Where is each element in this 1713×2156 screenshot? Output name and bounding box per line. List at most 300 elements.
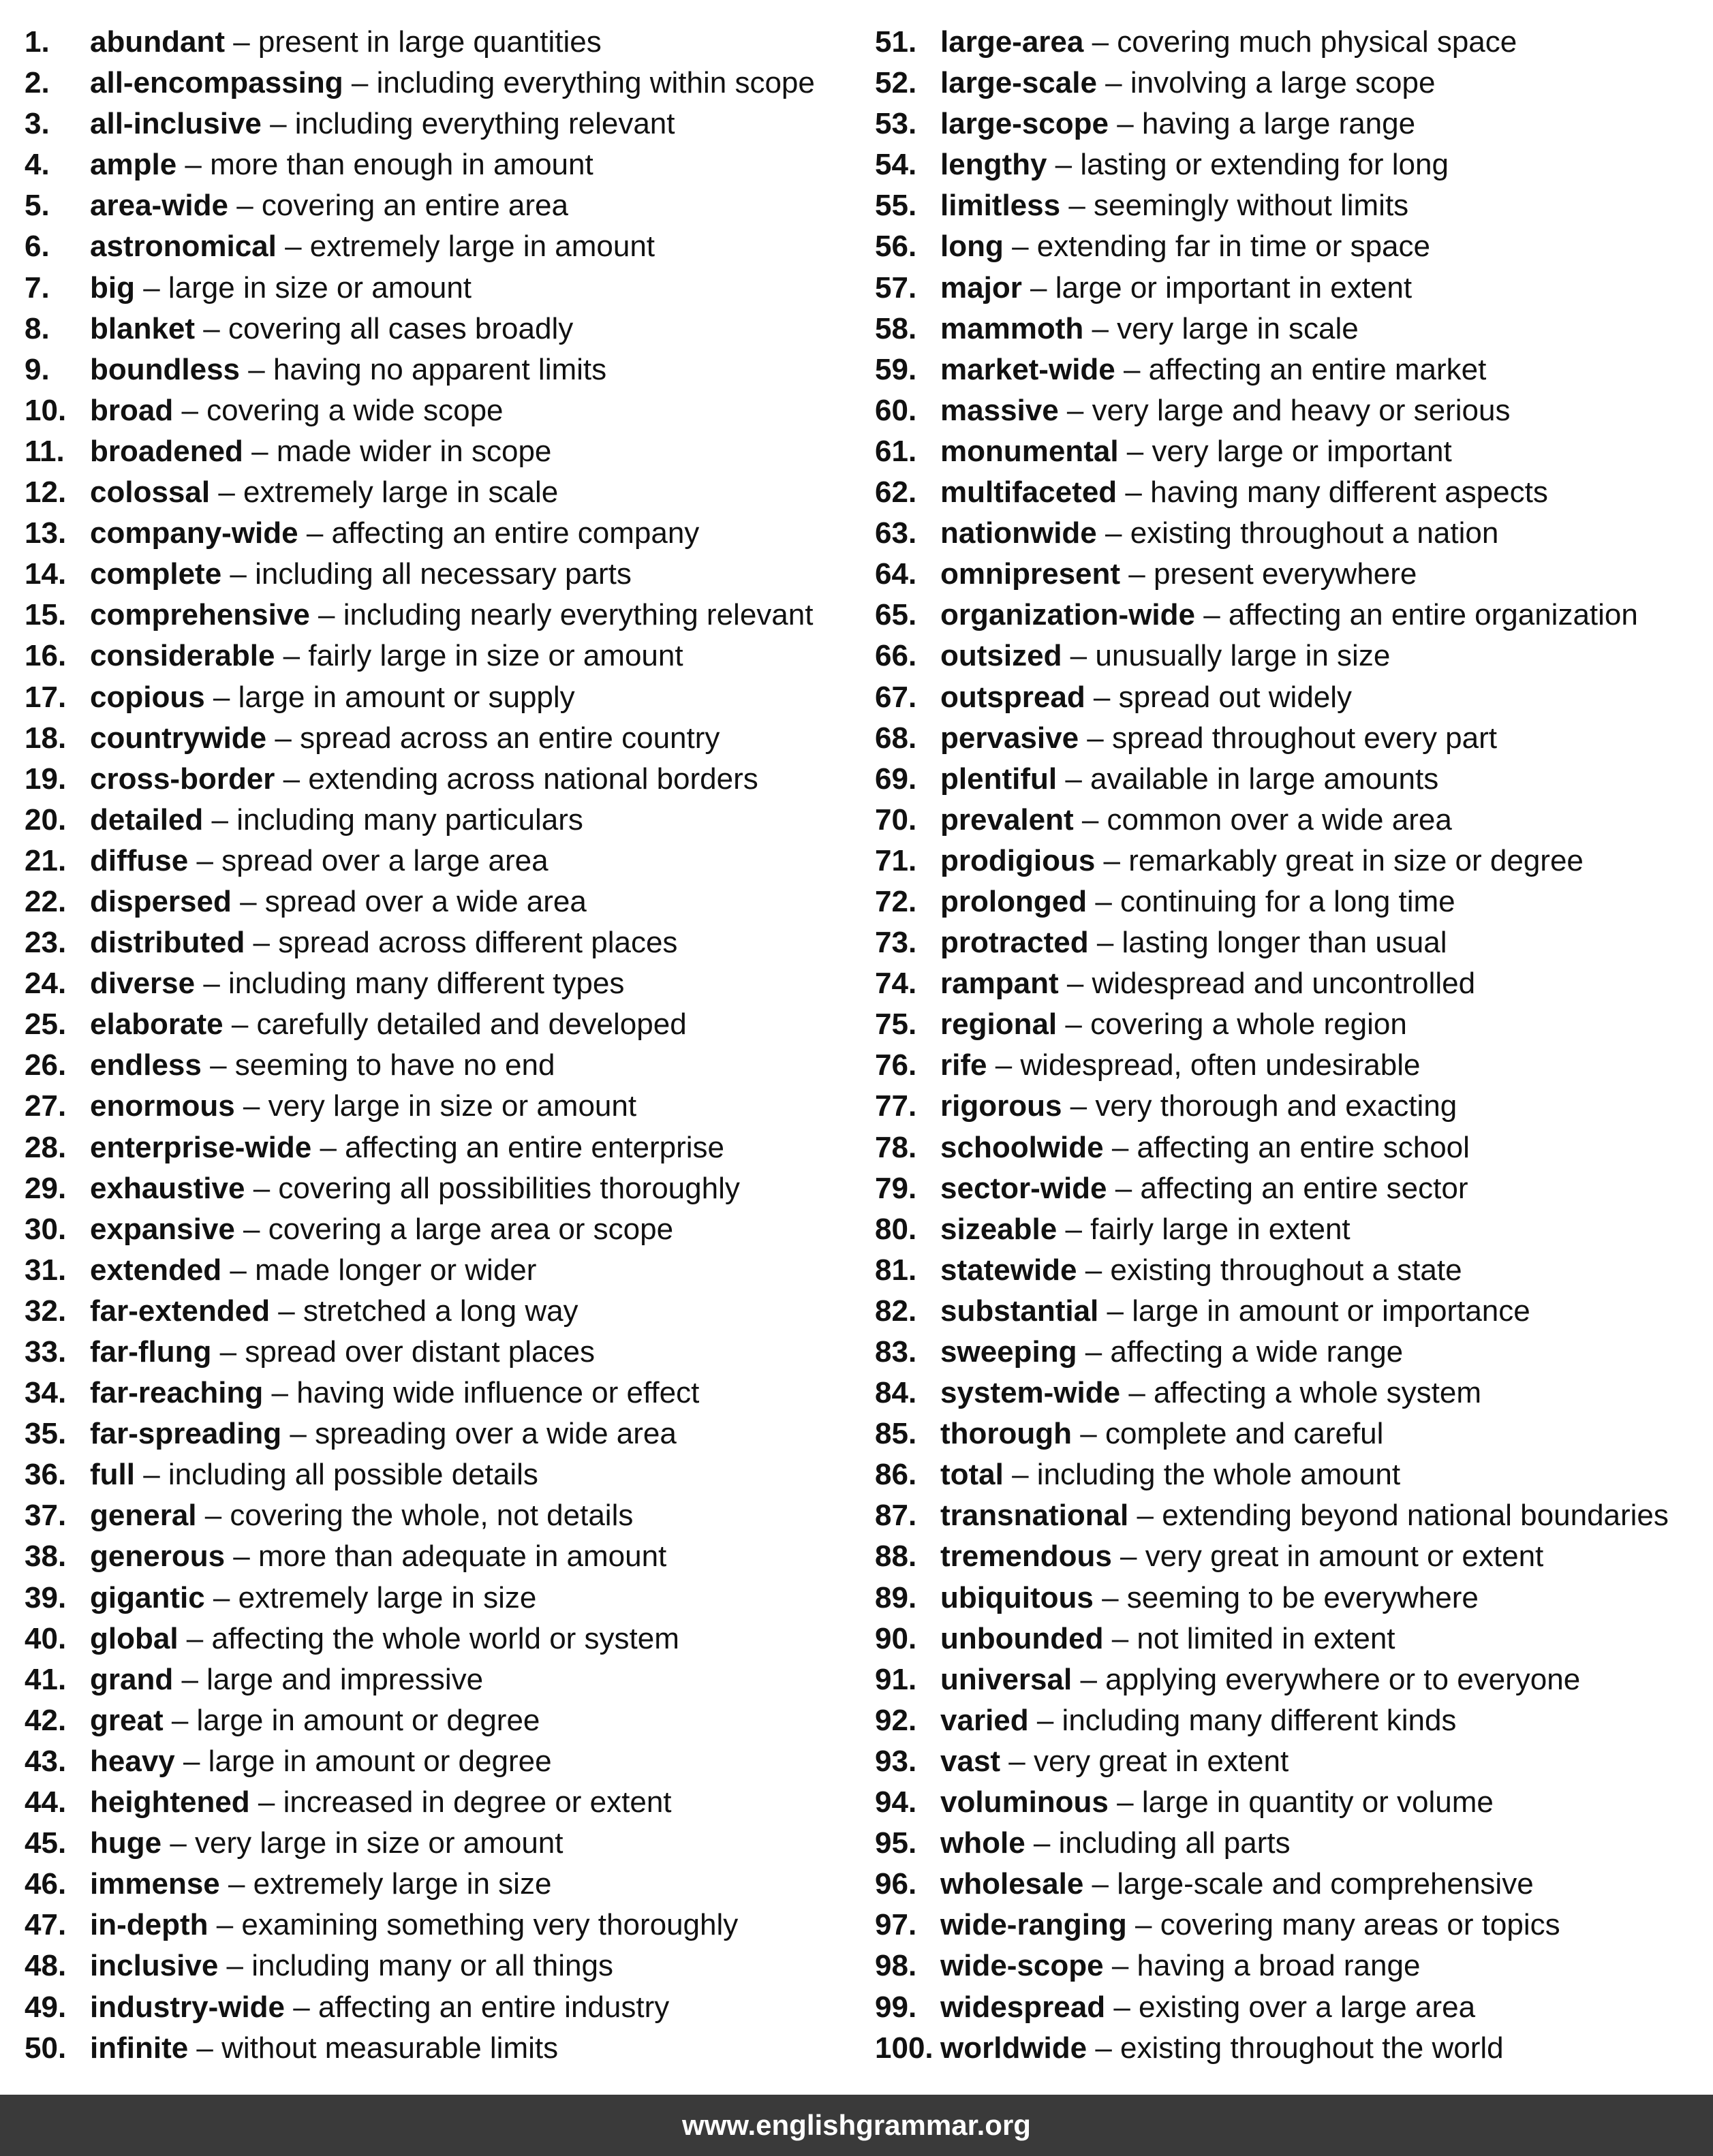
item-definition: – spread over distant places <box>211 1335 595 1369</box>
item-number: 46. <box>25 1867 67 1901</box>
item-word: ubiquitous <box>940 1580 1094 1614</box>
item-word: vast <box>940 1744 1001 1778</box>
item-number: 86. <box>875 1458 917 1492</box>
item-word: schoolwide <box>940 1130 1104 1164</box>
list-item <box>875 800 1706 841</box>
item-definition: – unusually large in size <box>1062 639 1391 673</box>
item-definition: – covering all cases broadly <box>195 311 574 345</box>
list-item <box>875 1741 1706 1782</box>
item-definition: – affecting an entire sector <box>1107 1171 1468 1205</box>
list-item <box>25 677 856 718</box>
item-text <box>90 1864 551 1905</box>
item-definition: – very large or important <box>1118 434 1452 468</box>
item-text <box>90 922 677 963</box>
item-text <box>90 554 632 595</box>
item-number: 65. <box>875 598 917 632</box>
item-definition: – having no apparent limits <box>240 352 607 386</box>
list-item <box>875 1495 1706 1536</box>
item-definition: – including all possible details <box>134 1458 538 1492</box>
list-item <box>875 677 1706 718</box>
item-word: extended <box>90 1253 222 1287</box>
item-number: 2. <box>25 66 50 100</box>
list-item <box>875 554 1706 595</box>
list-item <box>875 309 1706 349</box>
item-word: worldwide <box>940 2031 1087 2065</box>
item-number: 64. <box>875 557 917 591</box>
item-text <box>940 1291 1530 1332</box>
item-number: 6. <box>25 230 50 264</box>
item-word: far-flung <box>90 1335 212 1369</box>
word-list-column-left <box>25 22 856 2069</box>
item-number: 40. <box>25 1621 67 1655</box>
item-text <box>90 759 758 800</box>
item-definition: – applying everywhere or to everyone <box>1072 1662 1581 1696</box>
item-definition: – large in quantity or volume <box>1108 1785 1494 1819</box>
item-definition: – increased in degree or extent <box>249 1785 672 1819</box>
item-text <box>90 226 655 267</box>
list-item <box>25 472 856 513</box>
item-definition: – affecting a wide range <box>1077 1335 1404 1369</box>
item-definition: – including nearly everything relevant <box>309 598 814 632</box>
list-item <box>25 1291 856 1332</box>
item-number: 36. <box>25 1458 67 1492</box>
item-word: broad <box>90 393 174 427</box>
list-item <box>25 1987 856 2028</box>
item-word: copious <box>90 680 205 714</box>
item-word: outsized <box>940 639 1062 673</box>
list-item <box>25 1782 856 1823</box>
item-word: large-scope <box>940 107 1109 141</box>
list-item <box>25 841 856 881</box>
item-text <box>90 1741 552 1782</box>
item-number: 21. <box>25 843 67 877</box>
list-item <box>25 1659 856 1700</box>
item-text <box>940 963 1475 1004</box>
item-word: abundant <box>90 25 225 59</box>
item-definition: – very great in amount or extent <box>1111 1540 1544 1574</box>
list-item <box>875 22 1706 63</box>
item-definition: – widespread and uncontrolled <box>1058 967 1476 1001</box>
item-text <box>940 104 1415 144</box>
item-word: outspread <box>940 680 1085 714</box>
word-list <box>0 22 1713 2064</box>
item-word: enterprise-wide <box>90 1130 312 1164</box>
list-item <box>875 1946 1706 1986</box>
item-word: cross-border <box>90 762 275 796</box>
list-item <box>875 1578 1706 1619</box>
item-word: widespread <box>940 1990 1106 2024</box>
item-word: endless <box>90 1048 202 1082</box>
item-word: blanket <box>90 311 196 345</box>
item-number: 80. <box>875 1212 917 1246</box>
item-word: inclusive <box>90 1949 219 1983</box>
item-text <box>90 1332 595 1373</box>
list-item <box>875 1045 1706 1086</box>
item-number: 31. <box>25 1253 67 1287</box>
item-word: long <box>940 230 1004 264</box>
item-definition: – large in amount or importance <box>1098 1294 1530 1328</box>
item-definition: – continuing for a long time <box>1087 884 1455 918</box>
item-word: far-spreading <box>90 1417 282 1451</box>
item-text <box>90 390 504 431</box>
item-definition: – very large in scale <box>1083 311 1359 345</box>
item-word: rigorous <box>940 1089 1062 1123</box>
item-text <box>940 1209 1351 1250</box>
item-text <box>90 1578 536 1619</box>
list-item <box>25 1373 856 1413</box>
item-number: 9. <box>25 352 50 386</box>
list-item <box>875 963 1706 1004</box>
item-definition: – having many different aspects <box>1117 475 1548 510</box>
item-definition: – large in size or amount <box>134 270 472 304</box>
list-item <box>25 1578 856 1619</box>
item-word: wide-scope <box>940 1949 1104 1983</box>
list-item <box>25 1495 856 1536</box>
list-item <box>875 1332 1706 1373</box>
item-number: 30. <box>25 1212 67 1246</box>
item-text <box>940 1086 1457 1127</box>
item-number: 20. <box>25 802 67 837</box>
item-definition: – affecting a whole system <box>1120 1376 1482 1410</box>
item-word: elaborate <box>90 1007 223 1042</box>
item-text <box>90 1250 536 1291</box>
item-number: 53. <box>875 107 917 141</box>
list-item <box>875 349 1706 390</box>
item-definition: – extending across national borders <box>275 762 758 796</box>
item-word: ample <box>90 148 177 182</box>
item-definition: – very great in extent <box>1000 1744 1289 1778</box>
list-item <box>25 1250 856 1291</box>
item-word: massive <box>940 393 1059 427</box>
item-word: boundless <box>90 352 241 386</box>
list-item <box>875 1004 1706 1045</box>
item-definition: – large in amount or supply <box>204 680 575 714</box>
item-text <box>940 63 1435 104</box>
list-item <box>875 1864 1706 1905</box>
item-word: prolonged <box>940 884 1087 918</box>
item-definition: – lasting longer than usual <box>1088 926 1447 960</box>
item-definition: – including all parts <box>1025 1826 1291 1860</box>
item-text <box>940 472 1548 513</box>
list-item <box>25 185 856 226</box>
item-definition: – including everything within scope <box>343 66 815 100</box>
item-text <box>90 185 568 226</box>
item-text <box>940 554 1417 595</box>
item-number: 78. <box>875 1130 917 1164</box>
item-text <box>90 63 815 104</box>
item-number: 91. <box>875 1662 917 1696</box>
item-number: 81. <box>875 1253 917 1287</box>
list-item <box>875 1373 1706 1413</box>
item-text <box>90 595 813 636</box>
item-definition: – extremely large in amount <box>276 230 655 264</box>
list-item <box>875 1823 1706 1864</box>
item-definition: – more than enough in amount <box>176 148 593 182</box>
item-word: major <box>940 270 1022 304</box>
item-number: 22. <box>25 884 67 918</box>
item-word: great <box>90 1703 164 1737</box>
item-definition: – having a broad range <box>1103 1949 1421 1983</box>
item-definition: – present in large quantities <box>224 25 602 59</box>
list-item <box>25 636 856 676</box>
item-text <box>940 22 1517 63</box>
item-word: plentiful <box>940 762 1058 796</box>
list-item <box>875 1700 1706 1741</box>
list-item <box>25 349 856 390</box>
item-definition: – affecting an entire organization <box>1195 598 1638 632</box>
item-number: 75. <box>875 1007 917 1042</box>
item-definition: – affecting an entire school <box>1103 1130 1470 1164</box>
item-number: 82. <box>875 1294 917 1328</box>
item-text <box>940 1864 1534 1905</box>
item-number: 15. <box>25 598 67 632</box>
item-text <box>940 800 1452 841</box>
item-definition: – without measurable limits <box>188 2031 559 2065</box>
item-definition: – affecting an entire company <box>298 516 700 550</box>
item-number: 96. <box>875 1867 917 1901</box>
item-number: 55. <box>875 189 917 223</box>
item-definition: – covering the whole, not details <box>196 1499 634 1533</box>
item-text <box>940 268 1412 309</box>
item-definition: – including all necessary parts <box>221 557 632 591</box>
item-number: 27. <box>25 1089 67 1123</box>
item-word: regional <box>940 1007 1058 1042</box>
item-definition: – extending far in time or space <box>1003 230 1430 264</box>
list-item <box>25 554 856 595</box>
item-number: 71. <box>875 843 917 877</box>
item-number: 5. <box>25 189 50 223</box>
list-item <box>25 1619 856 1659</box>
item-definition: – more than adequate in amount <box>225 1540 667 1574</box>
list-item <box>875 1536 1706 1577</box>
item-number: 94. <box>875 1785 917 1819</box>
item-definition: – including everything relevant <box>261 107 675 141</box>
item-definition: – extremely large in scale <box>210 475 559 510</box>
item-definition: – very thorough and exacting <box>1062 1089 1457 1123</box>
item-text <box>90 104 675 144</box>
item-text <box>940 431 1452 472</box>
item-number: 74. <box>875 967 917 1001</box>
item-word: exhaustive <box>90 1171 245 1205</box>
item-text <box>90 677 575 718</box>
item-text <box>90 1209 673 1250</box>
item-word: enormous <box>90 1089 235 1123</box>
item-number: 28. <box>25 1130 67 1164</box>
item-text <box>90 1619 679 1659</box>
item-word: generous <box>90 1540 226 1574</box>
list-item <box>875 268 1706 309</box>
item-number: 77. <box>875 1089 917 1123</box>
item-word: diffuse <box>90 843 189 877</box>
footer-url[interactable]: www.englishgrammar.org <box>682 2109 1031 2141</box>
item-text <box>90 144 593 185</box>
item-definition: – extremely large in size <box>219 1867 552 1901</box>
item-word: lengthy <box>940 148 1047 182</box>
item-number: 45. <box>25 1826 67 1860</box>
item-text <box>940 144 1449 185</box>
item-text <box>940 1619 1395 1659</box>
list-item <box>875 1454 1706 1495</box>
list-item <box>875 1209 1706 1250</box>
item-number: 85. <box>875 1417 917 1451</box>
item-definition: – made wider in scope <box>243 434 552 468</box>
item-word: protracted <box>940 926 1089 960</box>
item-word: countrywide <box>90 721 267 755</box>
item-text <box>940 759 1438 800</box>
item-definition: – covering much physical space <box>1083 25 1517 59</box>
list-item <box>25 881 856 922</box>
item-definition: – spread across different places <box>245 926 678 960</box>
list-item <box>25 1004 856 1045</box>
list-item <box>25 1741 856 1782</box>
item-word: astronomical <box>90 230 277 264</box>
list-item <box>875 472 1706 513</box>
item-definition: – large-scale and comprehensive <box>1083 1867 1534 1901</box>
item-definition: – large or important in extent <box>1021 270 1413 304</box>
item-text <box>940 1454 1400 1495</box>
item-word: distributed <box>90 926 245 960</box>
item-number: 24. <box>25 967 67 1001</box>
item-number: 62. <box>875 475 917 510</box>
list-item <box>25 1168 856 1209</box>
item-text <box>90 1127 724 1168</box>
item-word: large-scale <box>940 66 1097 100</box>
item-text <box>90 349 606 390</box>
item-definition: – available in large amounts <box>1057 762 1439 796</box>
item-number: 11. <box>25 434 65 468</box>
item-definition: – affecting an entire industry <box>285 1990 670 2024</box>
item-text <box>940 349 1486 390</box>
item-word: unbounded <box>940 1621 1104 1655</box>
item-number: 89. <box>875 1580 917 1614</box>
item-number: 26. <box>25 1048 67 1082</box>
item-word: voluminous <box>940 1785 1109 1819</box>
item-definition: – covering an entire area <box>228 189 568 223</box>
item-text <box>90 309 573 349</box>
item-definition: – affecting an entire market <box>1115 352 1487 386</box>
item-definition: – remarkably great in size or degree <box>1095 843 1584 877</box>
list-item <box>25 144 856 185</box>
list-item <box>25 226 856 267</box>
item-number: 3. <box>25 107 50 141</box>
item-word: system-wide <box>940 1376 1121 1410</box>
item-text <box>940 390 1511 431</box>
list-item <box>875 636 1706 676</box>
item-text <box>940 595 1638 636</box>
item-text <box>90 1291 578 1332</box>
item-word: full <box>90 1458 135 1492</box>
item-number: 99. <box>875 1990 917 2024</box>
item-number: 68. <box>875 721 917 755</box>
item-number: 34. <box>25 1376 67 1410</box>
item-text <box>90 1373 699 1413</box>
list-item <box>875 1127 1706 1168</box>
item-definition: – spread across an entire country <box>266 721 720 755</box>
item-number: 10. <box>25 393 67 427</box>
item-text <box>940 677 1352 718</box>
item-definition: – extending beyond national boundaries <box>1128 1499 1669 1533</box>
item-text <box>90 1168 740 1209</box>
item-number: 14. <box>25 557 67 591</box>
item-definition: – affecting the whole world or system <box>178 1621 679 1655</box>
list-item <box>25 1332 856 1373</box>
list-item <box>875 1905 1706 1946</box>
item-text <box>90 1413 677 1454</box>
list-item <box>875 513 1706 554</box>
item-text <box>940 1127 1470 1168</box>
item-word: colossal <box>90 475 211 510</box>
item-number: 1. <box>25 25 50 59</box>
item-text <box>90 718 720 759</box>
item-number: 41. <box>25 1662 67 1696</box>
item-number: 67. <box>875 680 917 714</box>
item-number: 38. <box>25 1540 67 1574</box>
list-item <box>25 1905 856 1946</box>
item-definition: – existing throughout the world <box>1087 2031 1504 2065</box>
item-number: 39. <box>25 1580 67 1614</box>
list-item <box>25 1209 856 1250</box>
item-word: statewide <box>940 1253 1077 1287</box>
item-word: broadened <box>90 434 243 468</box>
item-text <box>940 1700 1456 1741</box>
item-text <box>940 2028 1504 2069</box>
item-definition: – extremely large in size <box>204 1580 537 1614</box>
item-text <box>940 1741 1288 1782</box>
item-number: 13. <box>25 516 67 550</box>
list-item <box>875 390 1706 431</box>
item-number: 52. <box>875 66 917 100</box>
item-definition: – spread out widely <box>1085 680 1353 714</box>
item-text <box>90 1700 540 1741</box>
list-item <box>25 963 856 1004</box>
item-number: 60. <box>875 393 917 427</box>
list-item <box>875 1291 1706 1332</box>
item-text <box>940 1332 1403 1373</box>
item-word: sizeable <box>940 1212 1058 1246</box>
item-number: 50. <box>25 2031 67 2065</box>
item-number: 18. <box>25 721 67 755</box>
item-word: dispersed <box>90 884 232 918</box>
item-text <box>940 1578 1479 1619</box>
item-text <box>940 1946 1420 1986</box>
item-word: multifaceted <box>940 475 1117 510</box>
item-text <box>940 1045 1420 1086</box>
list-item <box>25 1864 856 1905</box>
item-text <box>940 1413 1383 1454</box>
item-number: 43. <box>25 1744 67 1778</box>
item-text <box>940 1250 1462 1291</box>
item-definition: – covering many areas or topics <box>1126 1908 1560 1942</box>
word-list-column-right <box>875 22 1706 2069</box>
item-word: tremendous <box>940 1540 1112 1574</box>
item-definition: – lasting or extending for long <box>1047 148 1449 182</box>
list-item <box>25 268 856 309</box>
item-number: 25. <box>25 1007 67 1042</box>
item-word: mammoth <box>940 311 1084 345</box>
item-number: 92. <box>875 1703 917 1737</box>
item-number: 37. <box>25 1499 67 1533</box>
item-number: 84. <box>875 1376 917 1410</box>
list-item <box>875 922 1706 963</box>
item-number: 66. <box>875 639 917 673</box>
item-definition: – involving a large scope <box>1096 66 1436 100</box>
item-word: far-reaching <box>90 1376 264 1410</box>
item-number: 7. <box>25 270 50 304</box>
item-text <box>90 472 558 513</box>
item-text <box>90 1045 555 1086</box>
item-number: 63. <box>875 516 917 550</box>
item-word: transnational <box>940 1499 1129 1533</box>
